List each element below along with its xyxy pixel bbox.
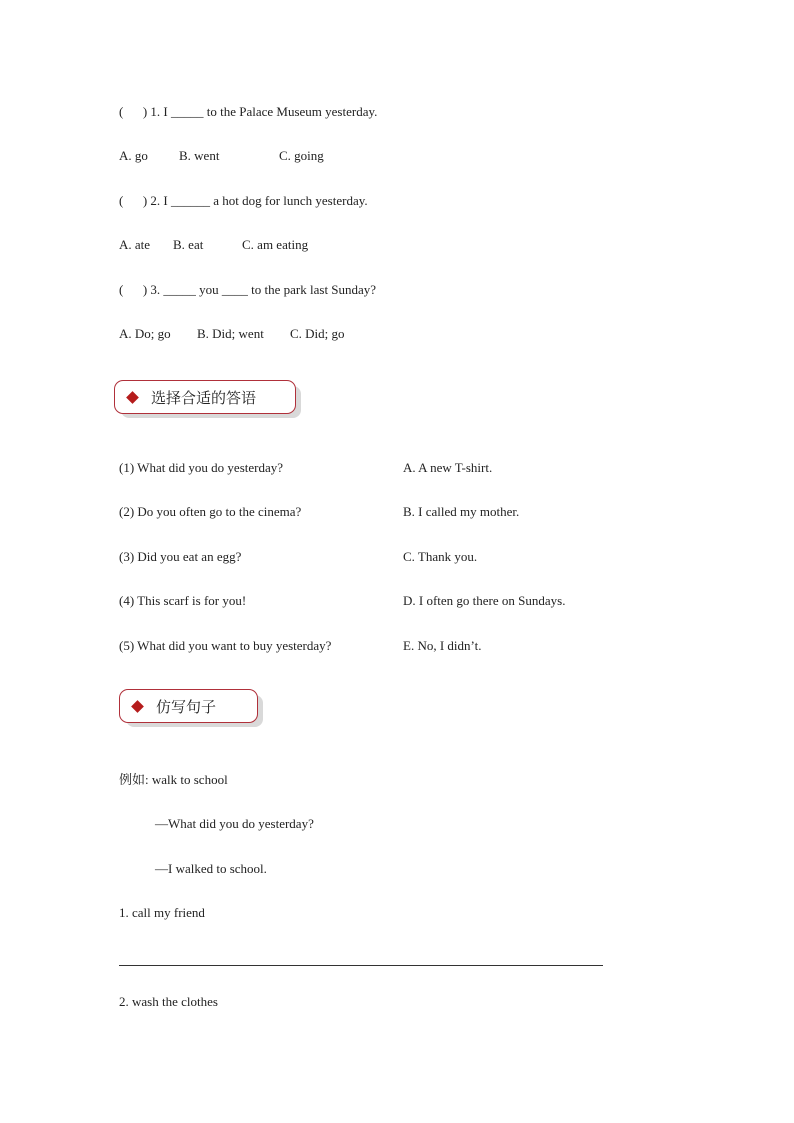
match-question-5: (5) What did you want to buy yesterday? [119, 638, 332, 653]
diamond-bullet-icon [126, 391, 139, 404]
question-1-option-b: B. went [179, 148, 220, 163]
match-question-1: (1) What did you do yesterday? [119, 460, 284, 475]
match-answer-d: D. I often go there on Sundays. [403, 593, 566, 608]
section-header-imitate-sentences [119, 689, 258, 723]
match-question-3: (3) Did you eat an egg? [119, 549, 242, 564]
match-question-4: (4) This scarf is for you! [119, 593, 247, 608]
match-question-2: (2) Do you often go to the cinema? [119, 504, 302, 519]
question-3-option-a: A. Do; go [119, 326, 171, 341]
match-answer-c: C. Thank you. [403, 549, 478, 564]
answer-line[interactable] [119, 965, 603, 966]
question-2: ( ) 2. I ______ a hot dog for lunch yesterday. [119, 193, 368, 208]
section-title: 选择合适的答语 [151, 388, 257, 407]
exercise-item-2: 2. wash the clothes [119, 994, 218, 1009]
question-3-option-b: B. Did; went [197, 326, 264, 341]
question-3: ( ) 3. _____ you ____ to the park last Sunday? [119, 282, 377, 297]
exercise-item-1: 1. call my friend [119, 905, 205, 920]
question-2-option-a: A. ate [119, 237, 151, 252]
section-title: 仿写句子 [156, 697, 217, 716]
question-3-option-c: C. Did; go [290, 326, 345, 341]
question-2-option-b: B. eat [173, 237, 204, 252]
diamond-bullet-icon [131, 700, 144, 713]
section-header-choose-answers [114, 380, 296, 414]
question-2-option-c: C. am eating [242, 237, 309, 252]
example-label: 例如: walk to school [119, 772, 228, 787]
question-1-option-c: C. going [279, 148, 324, 163]
example-question: —What did you do yesterday? [155, 816, 314, 831]
match-answer-a: A. A new T-shirt. [403, 460, 493, 475]
question-1: ( ) 1. I _____ to the Palace Museum yesterday. [119, 104, 378, 119]
question-1-option-a: A. go [119, 148, 148, 163]
example-answer: —I walked to school. [155, 861, 267, 876]
match-answer-b: B. I called my mother. [403, 504, 520, 519]
match-answer-e: E. No, I didn’t. [403, 638, 482, 653]
